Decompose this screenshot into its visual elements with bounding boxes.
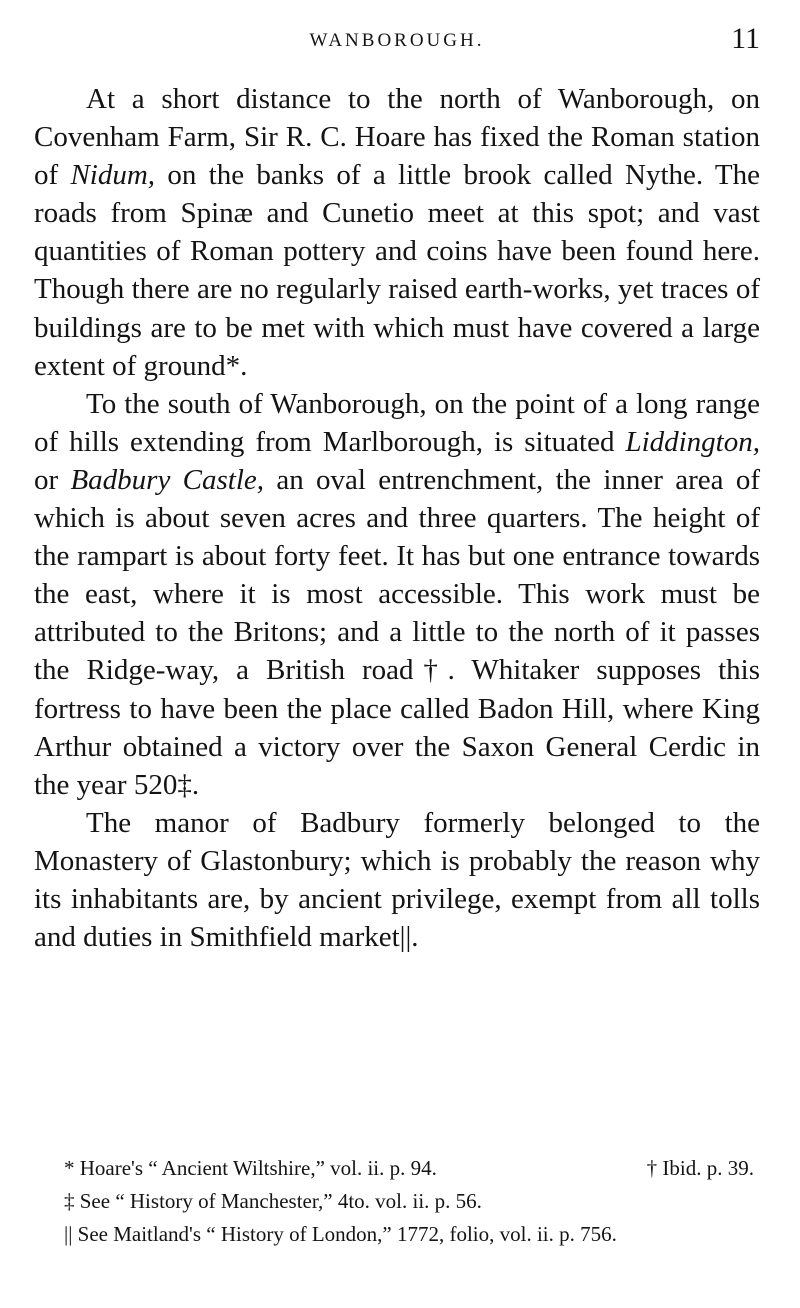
running-title: WANBOROUGH.	[309, 30, 485, 51]
paragraph-badbury-manor	[34, 804, 760, 956]
body-text	[34, 80, 760, 956]
paragraph-text: The manor of Badbury formerly belonged to the Monastery of Glastonbury; which is probably the reason why its inhabitants are, by ancient privilege, exempt from all tolls and duties in Smithfield market||.	[34, 806, 760, 954]
page-number: 11	[731, 22, 760, 55]
italic-term-badbury-castle: Badbury Castle,	[70, 463, 265, 496]
paragraph-text: At a short distance to the north of Wanborough, on Covenham Farm, Sir R. C. Hoare has fixed the Roman station of	[34, 83, 760, 192]
paragraph-text: on the banks of a little brook called Nythe. The roads from Spinæ and Cunetio meet at this spot; and vast quantities of Roman pottery and coins have been found here. Though there are no regularly raised earth-works, yet traces of buildings are to be met with which must have covered a large extent of ground*.	[34, 159, 760, 382]
footnote-line	[34, 1152, 760, 1185]
paragraph-liddington	[34, 385, 760, 804]
footnote-hoare: * Hoare's “ Ancient Wiltshire,” vol. ii. p. 94.	[64, 1156, 437, 1180]
paragraph-text: or	[34, 463, 71, 496]
paragraph-text: To the south of Wanborough, on the point of a long range of hills extending from Marlborough, is situated	[34, 387, 760, 458]
footnote-london: || See Maitland's “ History of London,” 1772, folio, vol. ii. p. 756.	[64, 1222, 617, 1246]
paragraph-text: an oval entrenchment, the inner area of which is about seven acres and three quarters. The height of the rampart is about forty feet. It has but one entrance towards the east, where it is most accessible. This work must be attributed to the Britons; and a little to the north of it passes the Ridge-way, a British road†. Whitaker supposes this fortress to have been the place called Badon Hill, where King Arthur obtained a victory over the Saxon General Cerdic in the year 520‡.	[34, 463, 760, 801]
footnote-ibid: † Ibid. p. 39.	[646, 1156, 754, 1180]
italic-term-nidum: Nidum,	[70, 159, 156, 192]
footnotes	[34, 1152, 760, 1251]
paragraph-nidum	[34, 80, 760, 385]
italic-term-liddington: Liddington,	[625, 425, 760, 458]
footnote-manchester: ‡ See “ History of Manchester,” 4to. vol. ii. p. 56.	[64, 1189, 482, 1213]
page-header	[34, 22, 760, 58]
